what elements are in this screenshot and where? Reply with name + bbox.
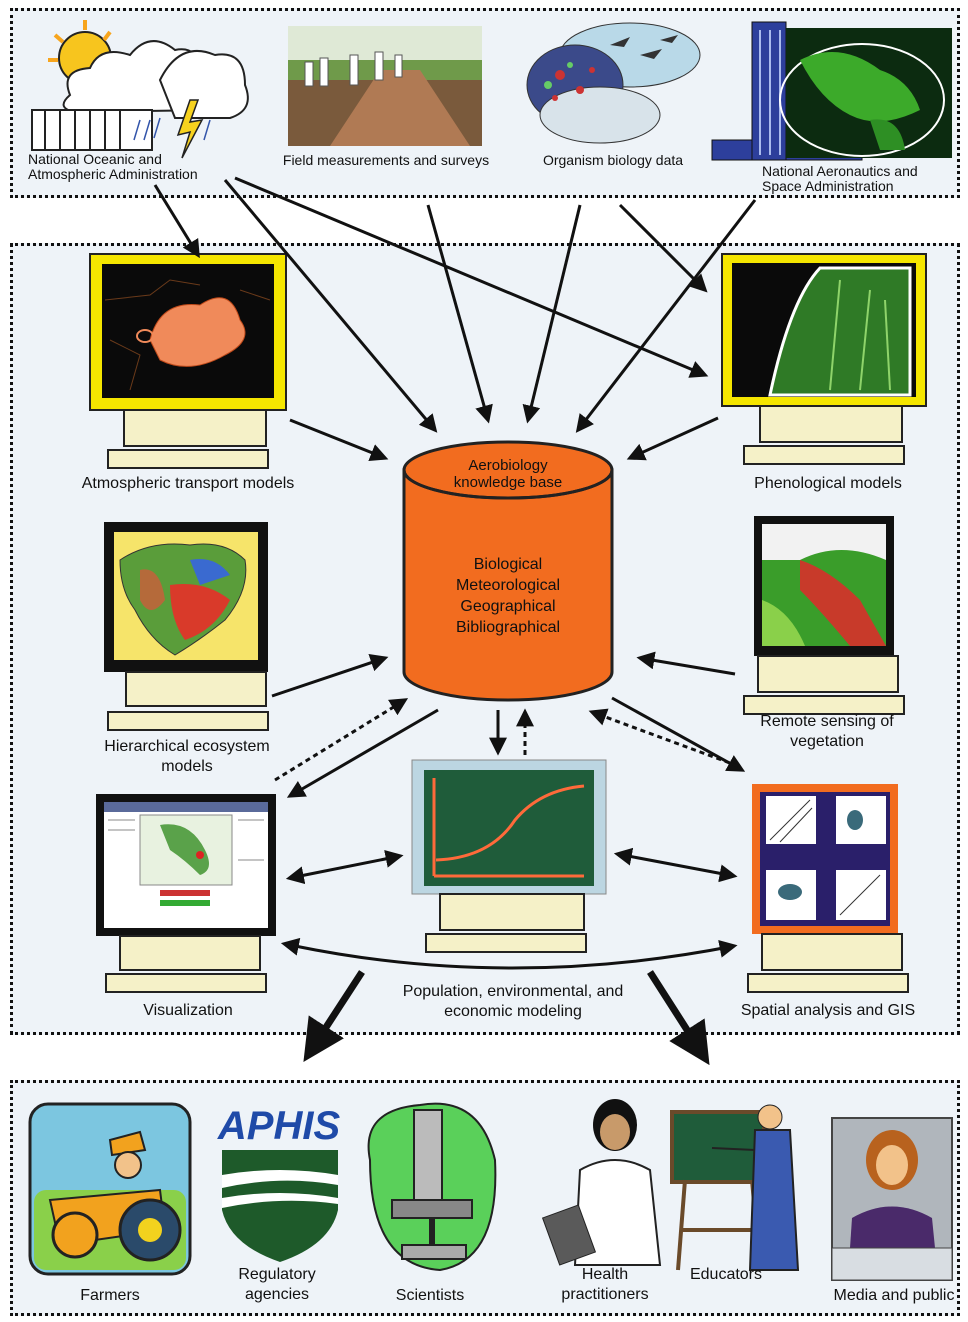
media-label: Media and public	[833, 1287, 955, 1304]
phenological-monitor	[722, 254, 926, 406]
microscope-icon	[369, 1104, 496, 1270]
educator-icon	[672, 1105, 798, 1270]
remote-sensing-monitor	[754, 516, 894, 656]
spatial-monitor	[752, 784, 898, 934]
visualization-label: Visualization	[143, 1002, 233, 1019]
regulatory-label: Regulatory agencies	[238, 1266, 316, 1303]
aphis-logo-text: APHIS	[217, 1104, 341, 1148]
nasa-label: National Aeronautics and Space Administration	[762, 163, 918, 194]
atmospheric-monitor	[90, 254, 286, 410]
aphis-logo	[222, 1150, 338, 1262]
remote-label: Remote sensing of vegetation	[760, 713, 894, 750]
field-label: Field measurements and surveys	[282, 152, 490, 168]
kb-title: Aerobiology knowledge base	[453, 457, 563, 491]
health-label: Health practitioners	[561, 1266, 649, 1303]
nasa-image	[712, 22, 952, 160]
kb-item-meteorological: Meteorological	[455, 577, 561, 594]
organism-label: Organism biology data	[542, 152, 684, 168]
kb-item-biological: Biological	[473, 556, 543, 573]
ecosystem-label: Hierarchical ecosystem models	[104, 738, 270, 775]
scientists-label: Scientists	[395, 1287, 465, 1304]
field-photo	[288, 26, 482, 146]
farmer-icon	[30, 1104, 190, 1274]
kb-item-bibliographical: Bibliographical	[455, 619, 561, 636]
farmers-label: Farmers	[80, 1287, 140, 1304]
organism-image	[527, 23, 700, 143]
spatial-label: Spatial analysis and GIS	[740, 1002, 916, 1019]
atmospheric-label: Atmospheric transport models	[81, 475, 295, 492]
weather-icon	[32, 20, 248, 158]
noaa-label: National Oceanic and Atmospheric Administration	[28, 151, 198, 182]
educators-label: Educators	[689, 1266, 763, 1283]
kb-item-geographical: Geographical	[460, 598, 556, 615]
phenological-label: Phenological models	[754, 475, 902, 492]
ecosystem-monitor	[104, 522, 268, 672]
health-practitioner-icon	[543, 1099, 660, 1265]
population-label: Population, environmental, and economic modeling	[402, 983, 624, 1020]
media-icon	[832, 1118, 952, 1280]
population-monitor	[412, 760, 606, 894]
visualization-monitor	[96, 794, 276, 936]
